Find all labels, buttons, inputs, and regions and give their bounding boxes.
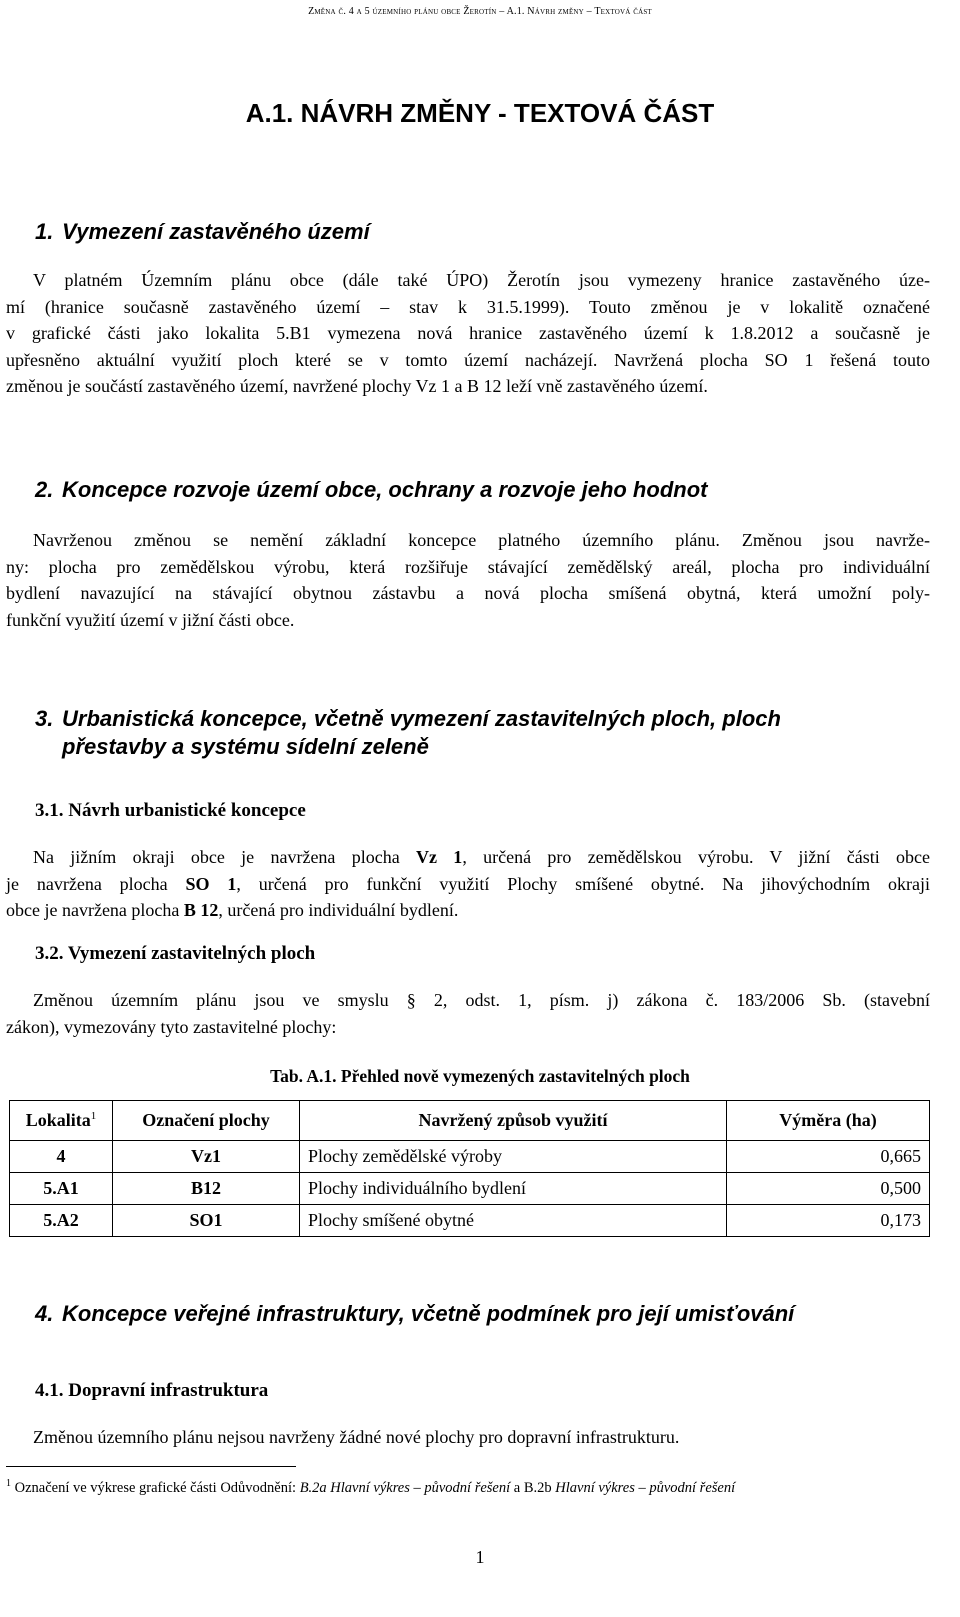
section-2-paragraph — [6, 527, 930, 633]
paragraph-line: Změnou územním plánu jsou ve smyslu § 2, odst. 1, písm. j) zákona č. 183/2006 Sb. (stavební — [33, 990, 930, 1010]
paragraph-line: mí (hranice současně zastavěného území – stav k 31.5.1999). Touto změnou je v lokalitě označené — [6, 296, 930, 317]
page-number: 1 — [475, 1547, 485, 1567]
table-caption: Tab. A.1. Přehled nově vymezených zastavitelných ploch — [270, 1066, 690, 1086]
paragraph-line: zákon), vymezovány tyto zastavitelné plochy: — [6, 1016, 337, 1037]
section-3-number: 3. — [35, 706, 54, 731]
footnote-marker: 1 — [6, 1478, 11, 1489]
subsection-3-2-paragraph — [6, 987, 930, 1040]
paragraph-line: V platném Územním plánu obce (dále také ÚPO) Žerotín jsou vymezeny hranice zastavěného úze- — [33, 270, 930, 290]
section-2-number: 2. — [35, 477, 54, 502]
cell-oznaceni: B12 — [113, 1173, 300, 1205]
column-header-lokalita: Lokalita$^1$ — [10, 1101, 113, 1141]
section-2-title: Koncepce rozvoje území obce, ochrany a rozvoje jeho hodnot — [62, 477, 708, 502]
section-1-number: 1. — [35, 219, 54, 244]
paragraph-line: Na jižním okraji obce je navržena plocha Vz 1, určená pro zemědělskou výrobu. V jižní části obce — [33, 847, 930, 867]
section-3-title-line2: přestavby a systému sídelní zeleně — [62, 734, 429, 759]
cell-zpusob: Plochy smíšené obytné — [300, 1205, 727, 1237]
paragraph-line: je navržena plocha SO 1, určená pro funkční využití Plochy smíšené obytné. Na jihovýchodním okraji — [6, 873, 930, 894]
cell-lokalita: 4 — [10, 1141, 113, 1173]
paragraph-line: Navrženou změnou se nemění základní koncepce platného územního plánu. Změnou jsou navrže- — [33, 530, 930, 550]
running-header: Změna č. 4 a 5 územního plánu obce Žerotín – A.1. Návrh změny – Textová část — [308, 6, 652, 17]
cell-zpusob: Plochy individuálního bydlení — [300, 1173, 727, 1205]
subsection-3-2-title: 3.2. Vymezení zastavitelných ploch — [35, 943, 316, 964]
paragraph-line: funkční využití území v jižní části obce. — [6, 609, 295, 630]
section-4-heading — [35, 1301, 794, 1327]
column-header-oznaceni: Označení plochy — [113, 1101, 300, 1141]
table-row — [10, 1205, 930, 1237]
cell-vymera: 0,665 — [727, 1141, 930, 1173]
section-2-heading — [35, 477, 707, 503]
section-4-title: Koncepce veřejné infrastruktury, včetně podmínek pro její umisťování — [62, 1301, 795, 1326]
section-4-number: 4. — [35, 1301, 54, 1326]
table-row — [10, 1141, 930, 1173]
cell-vymera: 0,173 — [727, 1205, 930, 1237]
paragraph-line: Změnou územního plánu nejsou navrženy žádné nové plochy pro dopravní infrastrukturu. — [33, 1427, 680, 1447]
cell-oznaceni: Vz1 — [113, 1141, 300, 1173]
cell-lokalita: 5.A1 — [10, 1173, 113, 1205]
cell-vymera: 0,500 — [727, 1173, 930, 1205]
table-header-row — [10, 1101, 930, 1141]
column-header-vymera: Výměra (ha) — [727, 1101, 930, 1141]
table-row — [10, 1173, 930, 1205]
footnote: $^1$ Označení ve výkrese grafické části Odůvodnění: B.2a Hlavní výkres – původní řešení a B.2b Hlavní výkres – původní řešení — [6, 1478, 736, 1496]
section-3-heading — [35, 706, 781, 732]
document-title: A.1. NÁVRH ZMĚNY - TEXTOVÁ ČÁST — [245, 98, 715, 128]
paragraph-line: v grafické části jako lokalita 5.B1 vymezena nová hranice zastavěného území k 1.8.2012 a současně je — [6, 323, 930, 343]
cell-zpusob: Plochy zemědělské výroby — [300, 1141, 727, 1173]
paragraph-line: bydlení navazující na stávající obytnou zástavbu a nová plocha smíšená obytná, která umožní poly- — [6, 583, 930, 603]
zastavitelne-plochy-table — [9, 1100, 930, 1237]
paragraph-line: upřesněno aktuální využití ploch které se v tomto území nacházejí. Navržená plocha SO 1 řešená touto — [6, 349, 930, 370]
subsection-4-1-title: 4.1. Dopravní infrastruktura — [35, 1380, 269, 1401]
cell-lokalita: 5.A2 — [10, 1205, 113, 1237]
section-3-title-line1: Urbanistická koncepce, včetně vymezení zastavitelných ploch, ploch — [62, 706, 781, 731]
paragraph-line: ny: plocha pro zemědělskou výrobu, která rozšiřuje stávající zemědělský areál, plocha pro individuální — [6, 556, 930, 577]
column-header-zpusob: Navržený způsob využití — [300, 1101, 727, 1141]
footnote-separator — [6, 1466, 296, 1467]
subsection-3-1-paragraph — [6, 844, 930, 924]
subsection-4-1-paragraph — [6, 1424, 930, 1451]
section-1-title: Vymezení zastavěného území — [62, 219, 370, 244]
cell-oznaceni: SO1 — [113, 1205, 300, 1237]
subsection-3-1-title: 3.1. Návrh urbanistické koncepce — [35, 800, 306, 821]
section-1-heading — [35, 219, 370, 245]
section-1-paragraph — [6, 267, 930, 400]
paragraph-line: obce je navržena plocha B 12, určená pro individuální bydlení. — [6, 900, 459, 920]
paragraph-line: změnou je součástí zastavěného území, navržené plochy Vz 1 a B 12 leží vně zastavěného území. — [6, 376, 708, 396]
